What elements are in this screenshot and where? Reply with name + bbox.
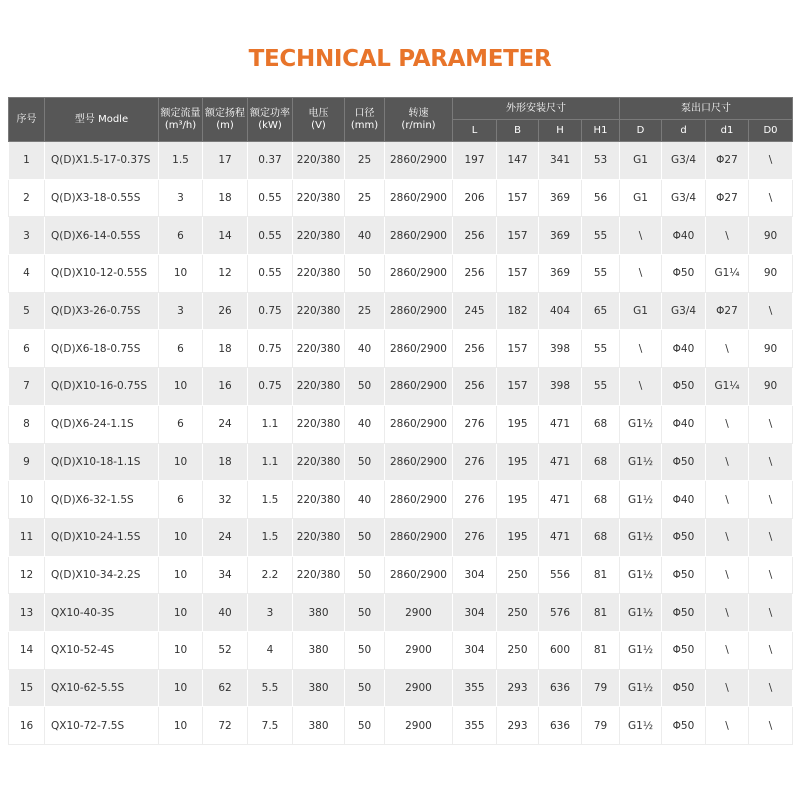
table-cell: 10	[159, 631, 203, 669]
table-cell: 6	[159, 217, 203, 255]
table-cell: 256	[453, 368, 497, 406]
table-cell: 2860/2900	[385, 330, 453, 368]
table-row	[9, 631, 793, 669]
table-cell: 600	[539, 631, 582, 669]
table-cell: 18	[203, 443, 248, 481]
table-cell: Φ40	[662, 217, 706, 255]
table-cell: 4	[248, 631, 293, 669]
table-cell: 9	[9, 443, 45, 481]
table-row	[9, 330, 793, 368]
table-cell: 79	[582, 707, 620, 745]
table-cell: 13	[9, 594, 45, 632]
table-cell: 369	[539, 217, 582, 255]
table-cell: 17	[203, 142, 248, 180]
table-cell: G3/4	[662, 142, 706, 180]
table-row	[9, 594, 793, 632]
table-cell: 68	[582, 405, 620, 443]
table-cell: 245	[453, 292, 497, 330]
table-cell: 182	[497, 292, 539, 330]
table-body	[9, 142, 793, 745]
table-cell: Φ50	[662, 556, 706, 594]
table-cell: \	[620, 217, 662, 255]
header-B: B	[497, 120, 539, 142]
model-cell: QX10-62-5.5S	[45, 669, 159, 707]
table-cell: 341	[539, 142, 582, 180]
header-D: D	[620, 120, 662, 142]
table-cell: Φ50	[662, 443, 706, 481]
table-cell: 40	[345, 217, 385, 255]
table-cell: 72	[203, 707, 248, 745]
table-cell: 636	[539, 669, 582, 707]
table-cell: 2900	[385, 594, 453, 632]
table-cell: Φ50	[662, 669, 706, 707]
table-cell: 10	[159, 518, 203, 556]
table-cell: Φ50	[662, 255, 706, 293]
table-cell: G1½	[620, 669, 662, 707]
table-cell: 12	[203, 255, 248, 293]
table-cell: 220/380	[293, 217, 345, 255]
table-cell: 304	[453, 594, 497, 632]
table-cell: 250	[497, 594, 539, 632]
table-cell: 157	[497, 330, 539, 368]
table-cell: 380	[293, 669, 345, 707]
table-cell: 50	[345, 443, 385, 481]
table-cell: 10	[159, 707, 203, 745]
header-head: 额定扬程 (m)	[203, 98, 248, 142]
table-cell: Φ40	[662, 330, 706, 368]
table-cell: 1.5	[159, 142, 203, 180]
table-cell: 195	[497, 443, 539, 481]
table-row	[9, 443, 793, 481]
table-row	[9, 669, 793, 707]
table-cell: G1	[620, 292, 662, 330]
table-row	[9, 179, 793, 217]
technical-parameter-table	[8, 97, 793, 745]
table-cell: 3	[159, 292, 203, 330]
table-cell: 10	[159, 443, 203, 481]
table-row	[9, 217, 793, 255]
table-cell: 0.75	[248, 368, 293, 406]
table-row	[9, 481, 793, 519]
table-cell: \	[749, 443, 793, 481]
header-d: d	[662, 120, 706, 142]
table-cell: G1½	[620, 481, 662, 519]
table-cell: 2	[9, 179, 45, 217]
table-cell: 2860/2900	[385, 142, 453, 180]
table-cell: \	[706, 481, 749, 519]
table-cell: 50	[345, 368, 385, 406]
table-cell: Φ50	[662, 518, 706, 556]
table-cell: 25	[345, 142, 385, 180]
model-cell: Q(D)X3-26-0.75S	[45, 292, 159, 330]
header-voltage: 电压 (V)	[293, 98, 345, 142]
table-row	[9, 405, 793, 443]
table-row	[9, 518, 793, 556]
table-cell: G1½	[620, 594, 662, 632]
table-cell: \	[706, 330, 749, 368]
table-cell: 276	[453, 443, 497, 481]
table-cell: 2860/2900	[385, 405, 453, 443]
header-power: 额定功率 (kW)	[248, 98, 293, 142]
table-cell: G1	[620, 142, 662, 180]
table-cell: G1½	[620, 556, 662, 594]
table-cell: 220/380	[293, 481, 345, 519]
table-cell: 304	[453, 631, 497, 669]
table-cell: 471	[539, 518, 582, 556]
table-cell: G3/4	[662, 292, 706, 330]
table-cell: \	[706, 405, 749, 443]
table-cell: 8	[9, 405, 45, 443]
table-cell: 10	[159, 556, 203, 594]
table-cell: \	[749, 669, 793, 707]
table-cell: G1¼	[706, 255, 749, 293]
table-cell: 0.75	[248, 330, 293, 368]
table-cell: Φ50	[662, 368, 706, 406]
table-cell: 3	[248, 594, 293, 632]
table-cell: 369	[539, 255, 582, 293]
model-cell: Q(D)X6-14-0.55S	[45, 217, 159, 255]
table-cell: \	[706, 518, 749, 556]
header-H1: H1	[582, 120, 620, 142]
table-cell: 220/380	[293, 179, 345, 217]
header-D0: D0	[749, 120, 793, 142]
table-cell: 157	[497, 217, 539, 255]
model-cell: QX10-52-4S	[45, 631, 159, 669]
table-cell: \	[749, 594, 793, 632]
table-cell: G1½	[620, 707, 662, 745]
table-cell: 11	[9, 518, 45, 556]
table-cell: Φ27	[706, 179, 749, 217]
table-cell: 79	[582, 669, 620, 707]
table-cell: 220/380	[293, 142, 345, 180]
header-L: L	[453, 120, 497, 142]
model-cell: QX10-72-7.5S	[45, 707, 159, 745]
table-cell: 195	[497, 518, 539, 556]
table-cell: 197	[453, 142, 497, 180]
table-cell: 0.37	[248, 142, 293, 180]
table-cell: 18	[203, 179, 248, 217]
table-cell: 556	[539, 556, 582, 594]
header-model: 型号 Modle	[45, 98, 159, 142]
table-cell: 0.55	[248, 255, 293, 293]
table-cell: 68	[582, 443, 620, 481]
table-cell: 1.5	[248, 481, 293, 519]
table-cell: 2900	[385, 707, 453, 745]
table-cell: \	[620, 330, 662, 368]
table-cell: 2860/2900	[385, 443, 453, 481]
table-cell: 220/380	[293, 255, 345, 293]
table-cell: \	[706, 217, 749, 255]
table-cell: 471	[539, 481, 582, 519]
table-cell: 2900	[385, 631, 453, 669]
table-cell: \	[706, 631, 749, 669]
table-cell: 50	[345, 556, 385, 594]
table-cell: 2900	[385, 669, 453, 707]
table-cell: 276	[453, 518, 497, 556]
table-cell: 0.75	[248, 292, 293, 330]
table-cell: 3	[159, 179, 203, 217]
table-row	[9, 707, 793, 745]
model-cell: QX10-40-3S	[45, 594, 159, 632]
table-cell: 90	[749, 330, 793, 368]
table-cell: 62	[203, 669, 248, 707]
table-cell: Φ40	[662, 405, 706, 443]
table-cell: 1.1	[248, 443, 293, 481]
table-cell: 576	[539, 594, 582, 632]
table-cell: 1	[9, 142, 45, 180]
table-cell: G3/4	[662, 179, 706, 217]
table-cell: G1½	[620, 631, 662, 669]
table-cell: 220/380	[293, 292, 345, 330]
table-cell: 65	[582, 292, 620, 330]
model-cell: Q(D)X1.5-17-0.37S	[45, 142, 159, 180]
table-cell: 14	[203, 217, 248, 255]
table-cell: 380	[293, 707, 345, 745]
table-row	[9, 368, 793, 406]
table-cell: 2860/2900	[385, 292, 453, 330]
table-cell: 32	[203, 481, 248, 519]
table-cell: 220/380	[293, 405, 345, 443]
table-cell: 2860/2900	[385, 255, 453, 293]
table-cell: Φ27	[706, 142, 749, 180]
table-cell: 2860/2900	[385, 481, 453, 519]
table-cell: 0.55	[248, 179, 293, 217]
table-cell: 5.5	[248, 669, 293, 707]
table-cell: 40	[345, 330, 385, 368]
table-cell: \	[706, 443, 749, 481]
table-row	[9, 556, 793, 594]
page-title: TECHNICAL PARAMETER	[248, 46, 552, 72]
header-caliber: 口径 (mm)	[345, 98, 385, 142]
model-cell: Q(D)X6-24-1.1S	[45, 405, 159, 443]
table-cell: 2.2	[248, 556, 293, 594]
table-cell: \	[749, 707, 793, 745]
table-cell: G1½	[620, 443, 662, 481]
table-cell: 50	[345, 594, 385, 632]
table-cell: 24	[203, 405, 248, 443]
table-cell: \	[749, 518, 793, 556]
table-cell: Φ50	[662, 631, 706, 669]
table-cell: 55	[582, 217, 620, 255]
table-cell: \	[749, 179, 793, 217]
table-cell: 4	[9, 255, 45, 293]
table-cell: 16	[203, 368, 248, 406]
header-row-top	[9, 98, 793, 120]
table-cell: 206	[453, 179, 497, 217]
table-cell: 10	[159, 594, 203, 632]
table-cell: 220/380	[293, 368, 345, 406]
table-cell: 15	[9, 669, 45, 707]
table-cell: 220/380	[293, 443, 345, 481]
table-cell: 6	[9, 330, 45, 368]
table-cell: 50	[345, 518, 385, 556]
table-cell: 293	[497, 669, 539, 707]
table-cell: 90	[749, 255, 793, 293]
table-cell: 1.1	[248, 405, 293, 443]
table-cell: 68	[582, 481, 620, 519]
table-cell: 25	[345, 179, 385, 217]
table-cell: 380	[293, 594, 345, 632]
table-cell: 157	[497, 255, 539, 293]
table-cell: 471	[539, 405, 582, 443]
table-cell: 40	[203, 594, 248, 632]
table-cell: 355	[453, 669, 497, 707]
table-cell: 256	[453, 330, 497, 368]
table-cell: 157	[497, 368, 539, 406]
table-cell: 220/380	[293, 556, 345, 594]
table-cell: 24	[203, 518, 248, 556]
table-cell: 90	[749, 368, 793, 406]
model-cell: Q(D)X10-18-1.1S	[45, 443, 159, 481]
table-cell: 25	[345, 292, 385, 330]
table-cell: 355	[453, 707, 497, 745]
table-cell: 471	[539, 443, 582, 481]
header-H: H	[539, 120, 582, 142]
table-cell: 256	[453, 255, 497, 293]
table-cell: 90	[749, 217, 793, 255]
table-cell: 304	[453, 556, 497, 594]
table-cell: 50	[345, 669, 385, 707]
table-cell: 53	[582, 142, 620, 180]
model-cell: Q(D)X10-16-0.75S	[45, 368, 159, 406]
table-cell: Φ50	[662, 707, 706, 745]
model-cell: Q(D)X3-18-0.55S	[45, 179, 159, 217]
table-cell: 16	[9, 707, 45, 745]
table-cell: 18	[203, 330, 248, 368]
table-cell: 10	[9, 481, 45, 519]
table-cell: 398	[539, 368, 582, 406]
table-cell: 250	[497, 556, 539, 594]
table-cell: 250	[497, 631, 539, 669]
table-cell: 276	[453, 405, 497, 443]
table-cell: 147	[497, 142, 539, 180]
table-cell: 50	[345, 255, 385, 293]
model-cell: Q(D)X10-24-1.5S	[45, 518, 159, 556]
table-cell: \	[749, 405, 793, 443]
header-d1: d1	[706, 120, 749, 142]
table-cell: 40	[345, 405, 385, 443]
table-cell: 6	[159, 330, 203, 368]
table-cell: 2860/2900	[385, 368, 453, 406]
table-cell: 380	[293, 631, 345, 669]
table-cell: G1½	[620, 405, 662, 443]
table-cell: G1¼	[706, 368, 749, 406]
table-cell: \	[706, 594, 749, 632]
header-speed: 转速 (r/min)	[385, 98, 453, 142]
header-no: 序号	[9, 98, 45, 142]
table-cell: 81	[582, 556, 620, 594]
table-cell: \	[749, 481, 793, 519]
table-cell: 276	[453, 481, 497, 519]
table-cell: 81	[582, 631, 620, 669]
table-cell: 5	[9, 292, 45, 330]
table-cell: 55	[582, 330, 620, 368]
table-cell: 195	[497, 405, 539, 443]
table-cell: 256	[453, 217, 497, 255]
table-cell: 6	[159, 405, 203, 443]
table-cell: 2860/2900	[385, 518, 453, 556]
model-cell: Q(D)X10-34-2.2S	[45, 556, 159, 594]
table-cell: 56	[582, 179, 620, 217]
table-cell: 52	[203, 631, 248, 669]
table-cell: \	[706, 707, 749, 745]
table-cell: \	[749, 631, 793, 669]
table-cell: 2860/2900	[385, 217, 453, 255]
table-cell: 68	[582, 518, 620, 556]
model-cell: Q(D)X6-18-0.75S	[45, 330, 159, 368]
table-cell: 398	[539, 330, 582, 368]
table-cell: 10	[159, 255, 203, 293]
table-row	[9, 255, 793, 293]
table-row	[9, 292, 793, 330]
table-cell: 12	[9, 556, 45, 594]
table-cell: 369	[539, 179, 582, 217]
table-cell: \	[749, 556, 793, 594]
table-cell: \	[749, 292, 793, 330]
table-cell: 55	[582, 368, 620, 406]
table-cell: 34	[203, 556, 248, 594]
table-cell: 293	[497, 707, 539, 745]
table-cell: 6	[159, 481, 203, 519]
model-cell: Q(D)X6-32-1.5S	[45, 481, 159, 519]
table-cell: 7.5	[248, 707, 293, 745]
table-cell: 220/380	[293, 518, 345, 556]
table-cell: 55	[582, 255, 620, 293]
table-cell: Φ27	[706, 292, 749, 330]
table-cell: G1½	[620, 518, 662, 556]
table-cell: \	[706, 669, 749, 707]
table-cell: 7	[9, 368, 45, 406]
table-cell: G1	[620, 179, 662, 217]
table-cell: 81	[582, 594, 620, 632]
table-cell: 26	[203, 292, 248, 330]
table-cell: 50	[345, 707, 385, 745]
table-cell: 10	[159, 368, 203, 406]
table-cell: 404	[539, 292, 582, 330]
table-row	[9, 142, 793, 180]
table-cell: 3	[9, 217, 45, 255]
header-dimensions: 外形安装尺寸	[453, 98, 620, 120]
table-cell: 2860/2900	[385, 179, 453, 217]
table-cell: 10	[159, 669, 203, 707]
table-cell: 50	[345, 631, 385, 669]
table-cell: 195	[497, 481, 539, 519]
table-cell: 2860/2900	[385, 556, 453, 594]
table-cell: \	[620, 368, 662, 406]
table-cell: 636	[539, 707, 582, 745]
table-cell: \	[749, 142, 793, 180]
table-cell: Φ40	[662, 481, 706, 519]
table-cell: 40	[345, 481, 385, 519]
table-cell: 1.5	[248, 518, 293, 556]
model-cell: Q(D)X10-12-0.55S	[45, 255, 159, 293]
table-cell: 157	[497, 179, 539, 217]
table-cell: \	[620, 255, 662, 293]
table-cell: 0.55	[248, 217, 293, 255]
table-cell: Φ50	[662, 594, 706, 632]
header-outlet: 泵出口尺寸	[620, 98, 793, 120]
table-cell: \	[706, 556, 749, 594]
table-cell: 14	[9, 631, 45, 669]
table-cell: 220/380	[293, 330, 345, 368]
header-flow: 额定流量 (m³/h)	[159, 98, 203, 142]
